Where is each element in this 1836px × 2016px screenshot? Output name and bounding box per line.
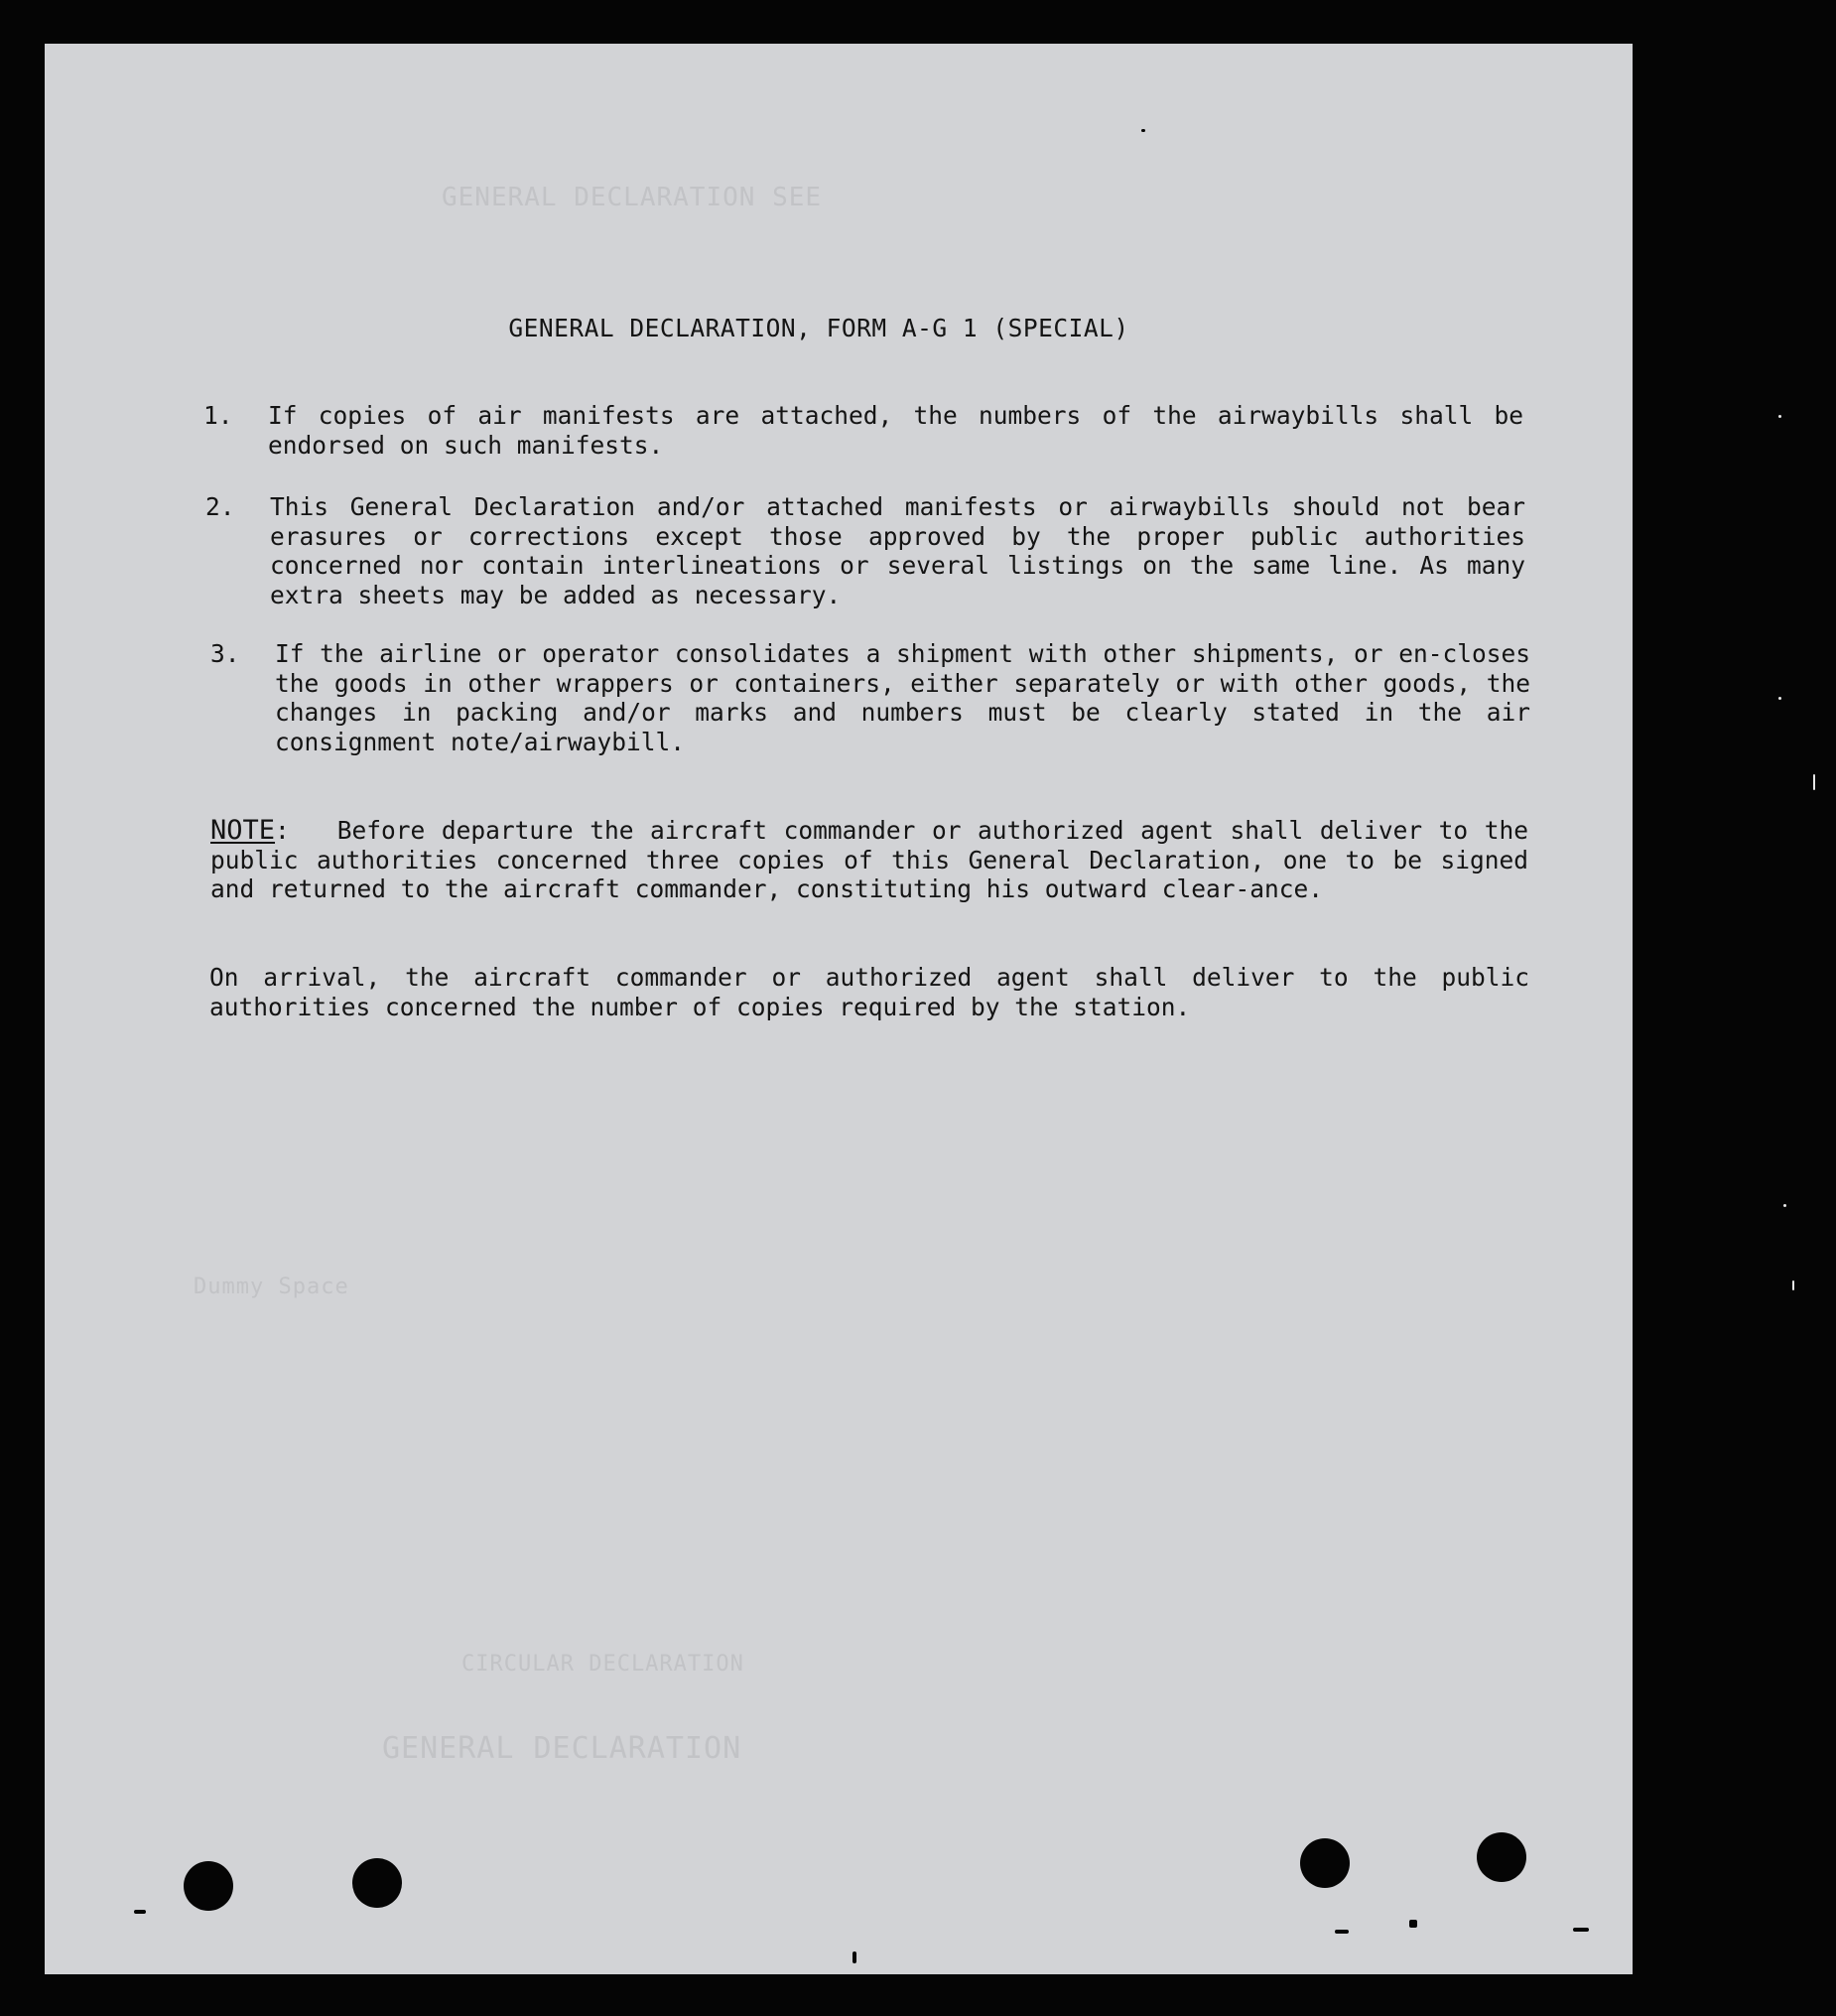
margin-speck [1778, 415, 1781, 418]
bleed-through-text: GENERAL DECLARATION SEE [442, 183, 823, 212]
item-number: 1. [203, 401, 233, 430]
item-text: If copies of air manifests are attached, the numbers of the airwaybills shall be endorsed on such manifests. [268, 401, 1523, 460]
note-text: Before departure the aircraft commander or authorized agent shall deliver to the public authorities concerned three copies of this General Declaration, one to be signed and returned to the aircraft commander, constituting his outward clear-ance. [210, 816, 1528, 903]
scan-speck [1335, 1930, 1349, 1934]
note-paragraph [210, 816, 1528, 904]
margin-speck [1813, 774, 1815, 790]
margin-speck [1783, 1204, 1786, 1207]
note-colon: : [275, 816, 290, 845]
scan-speck [1409, 1920, 1417, 1928]
item-number: 3. [210, 639, 240, 668]
note-label: NOTE [210, 815, 276, 846]
scan-speck [1141, 129, 1145, 132]
margin-speck [1778, 697, 1781, 700]
item-number: 2. [205, 492, 235, 521]
item-text: This General Declaration and/or attached manifests or airwaybills should not bear erasures or corrections except those approved by the proper public authorities concerned nor contain interlineations or several listings on the same line. As many extra sheets may be added as necessary. [270, 492, 1525, 609]
bleed-through-text: GENERAL DECLARATION [382, 1731, 742, 1766]
document-page [45, 44, 1633, 1974]
note-label-group [210, 816, 337, 845]
punch-hole [352, 1858, 402, 1908]
punch-hole [1300, 1838, 1350, 1888]
item-text: If the airline or operator consolidates a shipment with other shipments, or en-closes the goods in other wrappers or containers, either separately or with other goods, the changes in packing and/or marks and numbers must be clearly stated in the air consignment note/airwaybill. [275, 639, 1530, 756]
bleed-through-text: CIRCULAR DECLARATION [461, 1652, 744, 1677]
punch-hole [1477, 1832, 1526, 1882]
scan-speck [134, 1910, 146, 1914]
document-title: GENERAL DECLARATION, FORM A-G 1 (SPECIAL) [508, 314, 1129, 342]
scan-speck [852, 1951, 856, 1963]
arrival-paragraph: On arrival, the aircraft commander or authorized agent shall deliver to the public authorities concerned the number of copies required by the station. [209, 963, 1529, 1021]
scan-speck [1573, 1928, 1589, 1932]
bleed-through-text: Dummy Space [194, 1275, 349, 1299]
punch-hole [184, 1861, 233, 1911]
margin-speck [1792, 1280, 1794, 1290]
